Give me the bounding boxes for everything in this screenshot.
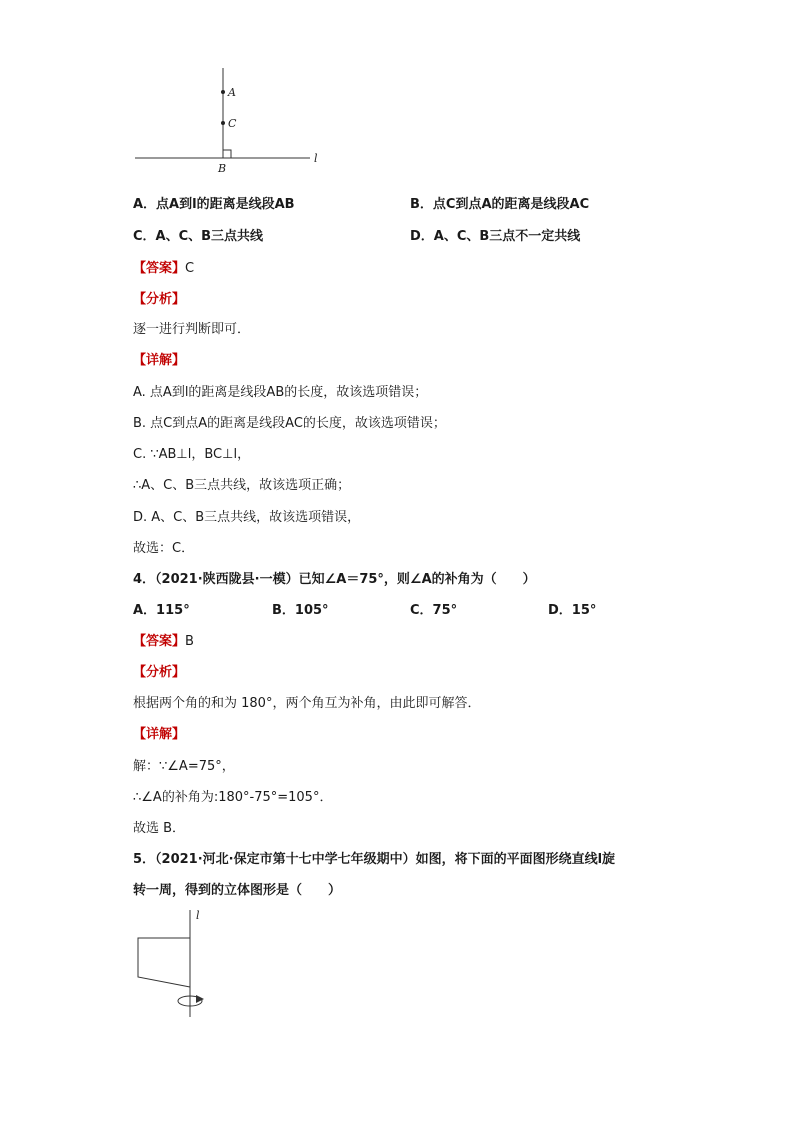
q5-stem-line2: 转一周，得到的立体图形是（ ） [133,883,342,898]
q3-detail-line: B. 点C到点A的距离是线段AC的长度，故该选项错误； [133,416,446,431]
q5-stem-line1: 5．（2021·河北·保定市第十七中学七年级期中）如图，将下面的平面图形绕直线l旋 [133,852,616,867]
q3-analysis-tag: 【分析】 [133,292,186,307]
q3-detail-line: C. ∵AB⊥l，BC⊥l， [133,447,251,462]
q3-detail-line: D. A、C、B三点共线，故该选项错误， [133,510,361,525]
answer-value: C [185,261,195,276]
q4-option-a: A．115° [133,603,190,618]
q3-detail-tag: 【详解】 [133,353,186,368]
q3-detail-line: ∴A、C、B三点共线，故该选项正确； [133,478,351,493]
rotation-arrowhead [196,995,204,1003]
answer-tag: 【答案】 [133,261,186,276]
point-a [221,90,225,94]
label-a: A [228,86,236,99]
q3-option-d: D．A、C、B三点不一定共线 [410,229,581,244]
q3-option-a: A．点A到l的距离是线段AB [133,197,295,212]
right-angle-mark [223,150,231,158]
figure-perpendicular [130,60,330,180]
q4-analysis-text: 根据两个角的和为 180°，两个角互为补角，由此即可解答． [133,696,481,711]
answer-value: B [185,634,194,649]
q4-option-d: D．15° [548,603,597,618]
q4-detail-line: ∴∠A的补角为:180°-75°=105°． [133,790,333,805]
q3-detail-line: A. 点A到l的距离是线段AB的长度，故该选项错误； [133,385,428,400]
q4-detail-line: 解：∵∠A=75°， [133,759,235,774]
q3-option-c: C．A、C、B三点共线 [133,229,264,244]
answer-tag: 【答案】 [133,634,186,649]
q4-answer-line [133,630,194,649]
q4-option-b: B．105° [272,603,329,618]
label-c: C [228,117,237,130]
trapezoid-shape [138,938,190,987]
q4-option-c: C．75° [410,603,458,618]
q3-analysis-text: 逐一进行判断即可． [133,322,251,337]
q4-analysis-tag: 【分析】 [133,665,186,680]
label-l: l [196,909,200,922]
q4-detail-tag: 【详解】 [133,727,186,742]
q3-answer-line [133,257,194,276]
point-c [221,121,225,125]
label-l: l [314,152,318,165]
label-b: B [218,162,227,175]
figure-rotation [130,905,240,1025]
q4-detail-line: 故选 B． [133,821,186,836]
q3-detail-line: 故选：C． [133,541,195,556]
q4-stem: 4．（2021·陕西陇县·一模）已知∠A＝75°，则∠A的补角为（ ） [133,572,536,587]
q3-option-b: B．点C到点A的距离是线段AC [410,197,590,212]
